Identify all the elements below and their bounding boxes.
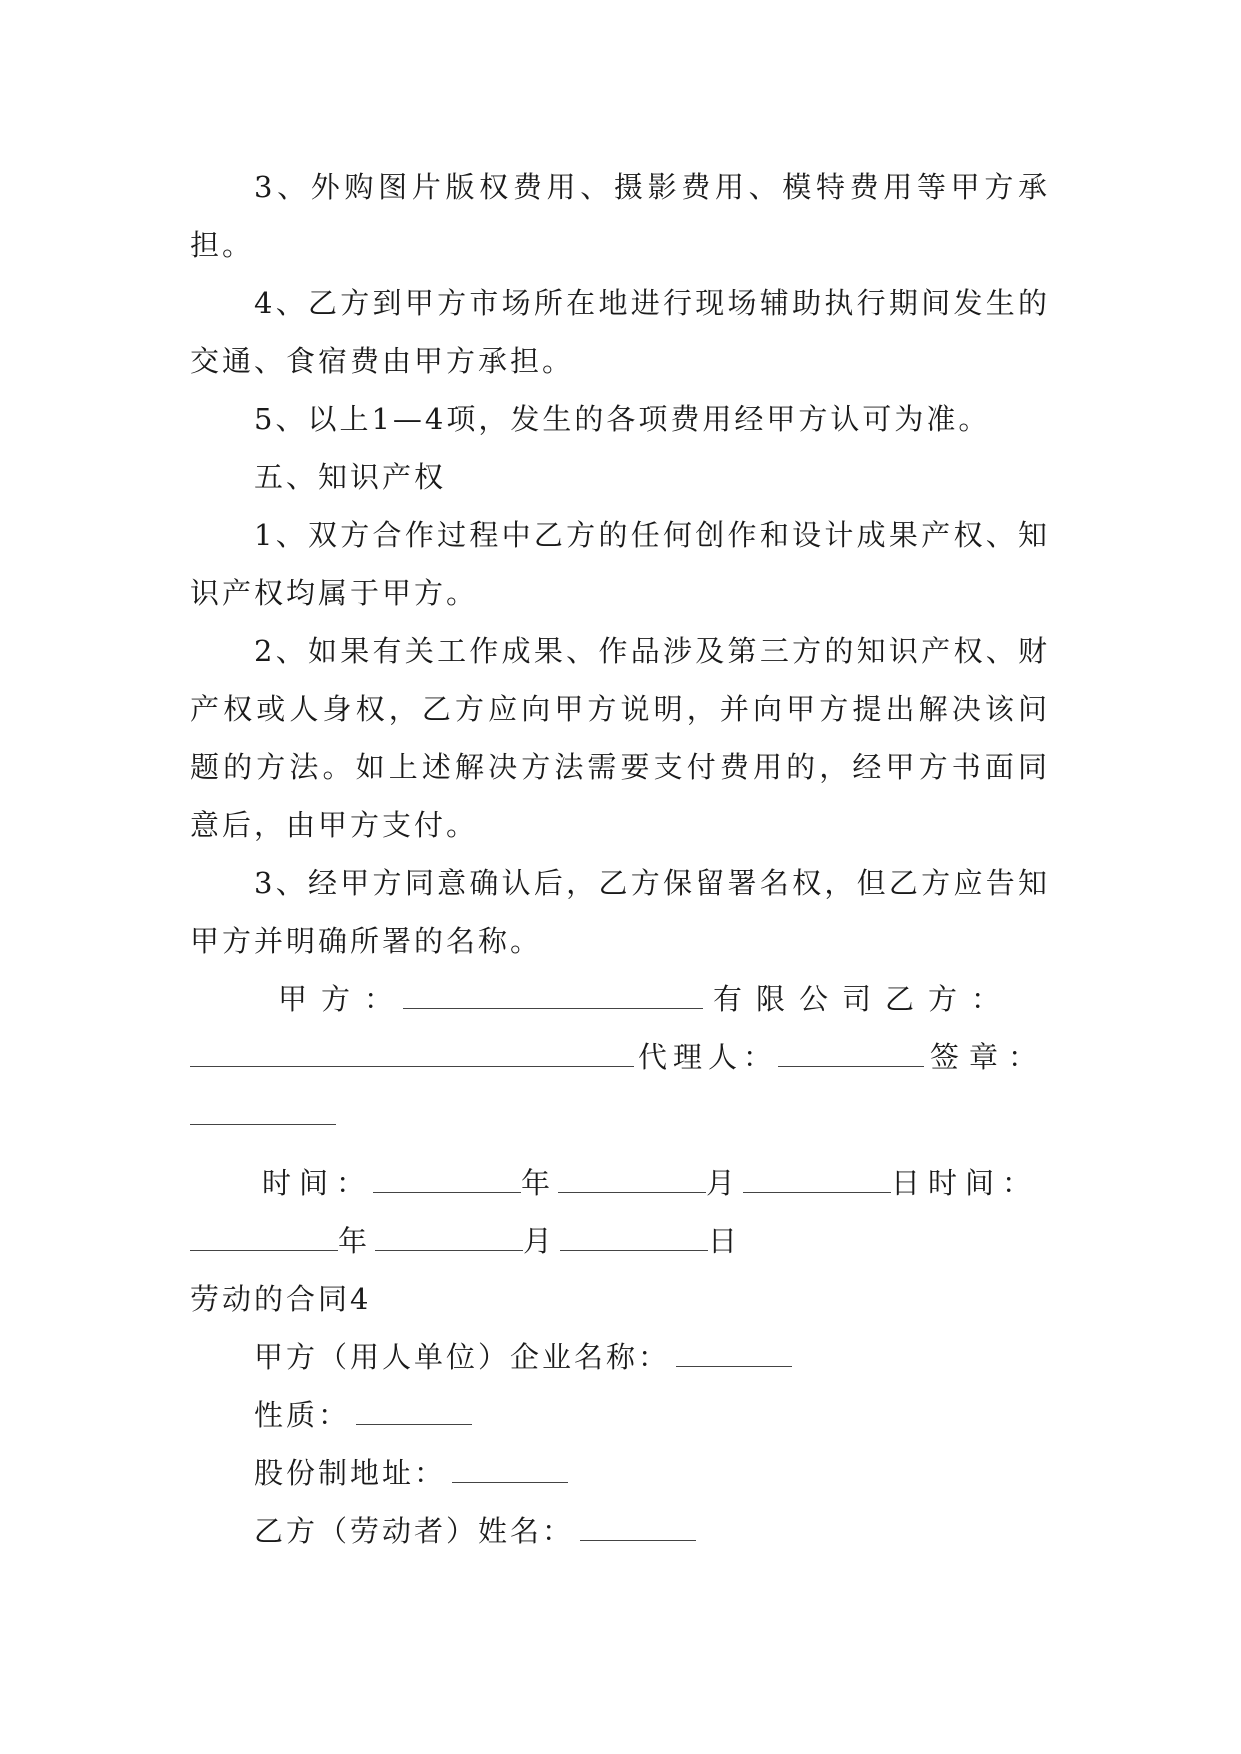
ip-clause-2: 2、如果有关工作成果、作品涉及第三方的知识产权、财产权或人身权，乙方应向甲方说明，并向甲方提出解决该问题的方法。如上述解决方法需要支付费用的，经甲方书面同意后，由甲方支付。: [190, 634, 1050, 842]
month-blank-1[interactable]: [558, 1170, 706, 1193]
party-a-blank[interactable]: [403, 986, 703, 1009]
year-blank-2[interactable]: [190, 1228, 338, 1251]
year-label-2: 年: [338, 1224, 376, 1258]
contract-4-title: 劳动的合同4: [190, 1282, 372, 1316]
party-a-label: 甲方：: [278, 982, 408, 1016]
nature-label: 性质：: [254, 1398, 351, 1432]
month-label-2: 月: [523, 1224, 561, 1258]
employee-field: [190, 1502, 1050, 1560]
employer-field: [190, 1328, 1050, 1386]
party-b-blank[interactable]: [190, 1044, 634, 1067]
time-label: 时间：: [262, 1166, 374, 1200]
employee-blank[interactable]: [580, 1518, 696, 1541]
employer-blank[interactable]: [676, 1344, 792, 1367]
year-blank-1[interactable]: [373, 1170, 521, 1193]
section-heading-ip: 五、知识产权: [254, 460, 447, 494]
day-label-2: 日: [708, 1224, 746, 1258]
seal-label: 签章：: [930, 1040, 1048, 1074]
agent-blank[interactable]: [778, 1044, 924, 1067]
year-label-1: 年: [521, 1166, 559, 1200]
month-label-1: 月: [706, 1166, 744, 1200]
ip-clause-3: 3、经甲方同意确认后，乙方保留署名权，但乙方应告知甲方并明确所署的名称。: [190, 866, 1050, 958]
date-block: [190, 1154, 1050, 1270]
day-blank-1[interactable]: [743, 1170, 891, 1193]
employer-label: 甲方（用人单位）企业名称：: [254, 1340, 671, 1374]
signature-block: [190, 970, 1050, 1144]
clause-3: 3、外购图片版权费用、摄影费用、模特费用等甲方承担。: [190, 170, 1050, 262]
nature-blank[interactable]: [356, 1402, 472, 1425]
company-suffix-label: 有限公司乙方：: [713, 982, 1015, 1016]
address-field: [190, 1444, 1050, 1502]
ip-clause-1: 1、双方合作过程中乙方的任何创作和设计成果产权、知识产权均属于甲方。: [190, 518, 1050, 610]
month-blank-2[interactable]: [375, 1228, 523, 1251]
day-time-label: 日时间：: [891, 1166, 1040, 1200]
clause-5: 5、以上1—4项，发生的各项费用经甲方认可为准。: [254, 402, 991, 436]
seal-blank[interactable]: [190, 1102, 336, 1125]
employee-label: 乙方（劳动者）姓名：: [254, 1514, 575, 1548]
address-label: 股份制地址：: [254, 1456, 447, 1490]
agent-label: 代理人：: [638, 1040, 779, 1074]
clause-4: 4、乙方到甲方市场所在地进行现场辅助执行期间发生的交通、食宿费由甲方承担。: [190, 286, 1050, 378]
nature-field: [190, 1386, 1050, 1444]
day-blank-2[interactable]: [560, 1228, 708, 1251]
document-page: [190, 158, 1050, 1560]
address-blank[interactable]: [452, 1460, 568, 1483]
